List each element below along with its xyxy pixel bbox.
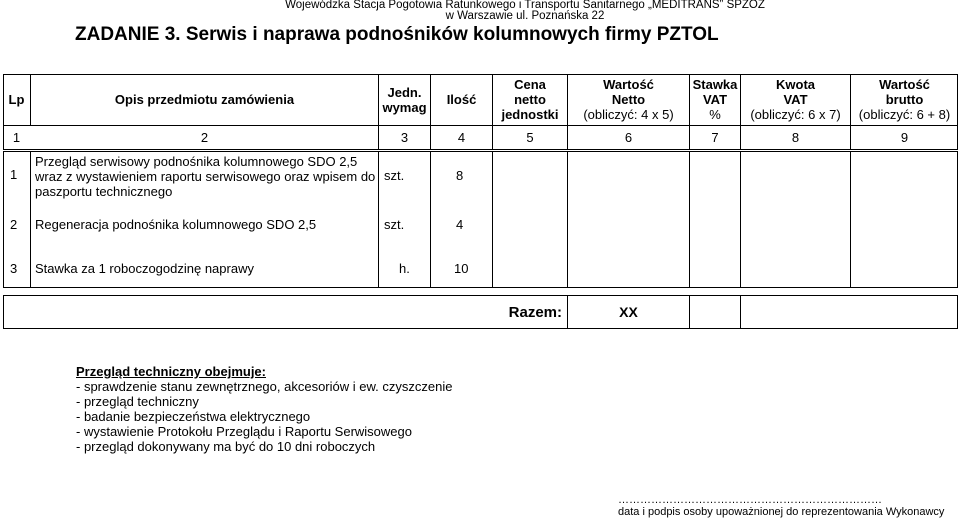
total-label: Razem: — [508, 303, 562, 321]
col-header-unit: Jedn. wymag — [382, 84, 427, 115]
signature-label: data i podpis osoby upoważnionej do reprezentowania Wykonawcy — [618, 506, 945, 518]
col-header-net-value: Wartość Netto (obliczyć: 4 x 5) — [583, 77, 674, 122]
document-header — [0, 0, 960, 22]
col-header-quantity: Ilość — [446, 92, 477, 107]
col-header-description: Opis przedmiotu zamówienia — [114, 92, 295, 107]
row-description: Przegląd serwisowy podnośnika kolumnowego SDO 2,5 wraz z wystawieniem raportu serwisowego oraz wpisem do paszportu technicznego — [35, 154, 376, 199]
col-header-gross-value: Wartość brutto (obliczyć: 6 + 8) — [858, 77, 951, 122]
row-description: Regeneracja podnośnika kolumnowego SDO 2,5 — [35, 217, 317, 232]
signature-block — [618, 494, 944, 518]
header-line-1: Wojewódzka Stacja Pogotowia Ratunkowego i Transportu Sanitarnego „MEDITRANS” SPZOZ — [285, 0, 765, 11]
row-unit: h. — [399, 261, 410, 276]
col-number: 4 — [457, 130, 466, 145]
col-header-lp: Lp — [8, 92, 25, 107]
notes-item: - przegląd techniczny — [76, 394, 199, 409]
row-quantity: 8 — [456, 168, 464, 183]
page-title: ZADANIE 3. Serwis i naprawa podnośników kolumnowych firmy PZTOL — [75, 24, 719, 45]
col-header-vat-rate: Stawka VAT % — [692, 77, 738, 122]
col-number: 1 — [12, 130, 21, 145]
col-header-vat-amount: Kwota VAT (obliczyć: 6 x 7) — [750, 77, 841, 122]
col-number: 9 — [900, 130, 909, 145]
row-unit: szt. — [384, 168, 405, 183]
row-unit: szt. — [384, 217, 405, 232]
signature-dots: ……………………………………………………………… — [618, 494, 882, 506]
total-value: XX — [619, 303, 638, 320]
col-number: 3 — [400, 130, 409, 145]
row-lp: 2 — [10, 217, 18, 232]
col-number: 7 — [711, 130, 719, 145]
notes-item: - wystawienie Protokołu Przeglądu i Raportu Serwisowego — [76, 424, 412, 439]
col-number: 5 — [526, 130, 534, 145]
row-lp: 1 — [10, 167, 18, 182]
col-number: 8 — [791, 130, 800, 145]
row-description: Stawka za 1 roboczogodzinę naprawy — [35, 261, 254, 276]
row-lp: 3 — [10, 261, 18, 276]
col-header-unit-price: Cena netto jednostki — [501, 77, 559, 122]
inspection-notes — [76, 364, 452, 454]
row-quantity: 10 — [454, 261, 469, 276]
notes-title: Przegląd techniczny obejmuje: — [76, 364, 266, 379]
col-number: 2 — [200, 130, 209, 145]
header-line-2: w Warszawie ul. Poznańska 22 — [445, 10, 605, 22]
notes-item: - przegląd dokonywany ma być do 10 dni roboczych — [76, 439, 376, 454]
col-number: 6 — [624, 130, 633, 145]
row-quantity: 4 — [456, 217, 464, 232]
notes-item: - badanie bezpieczeństwa elektrycznego — [76, 409, 311, 424]
notes-item: - sprawdzenie stanu zewnętrznego, akcesoriów i ew. czyszczenie — [76, 379, 453, 394]
